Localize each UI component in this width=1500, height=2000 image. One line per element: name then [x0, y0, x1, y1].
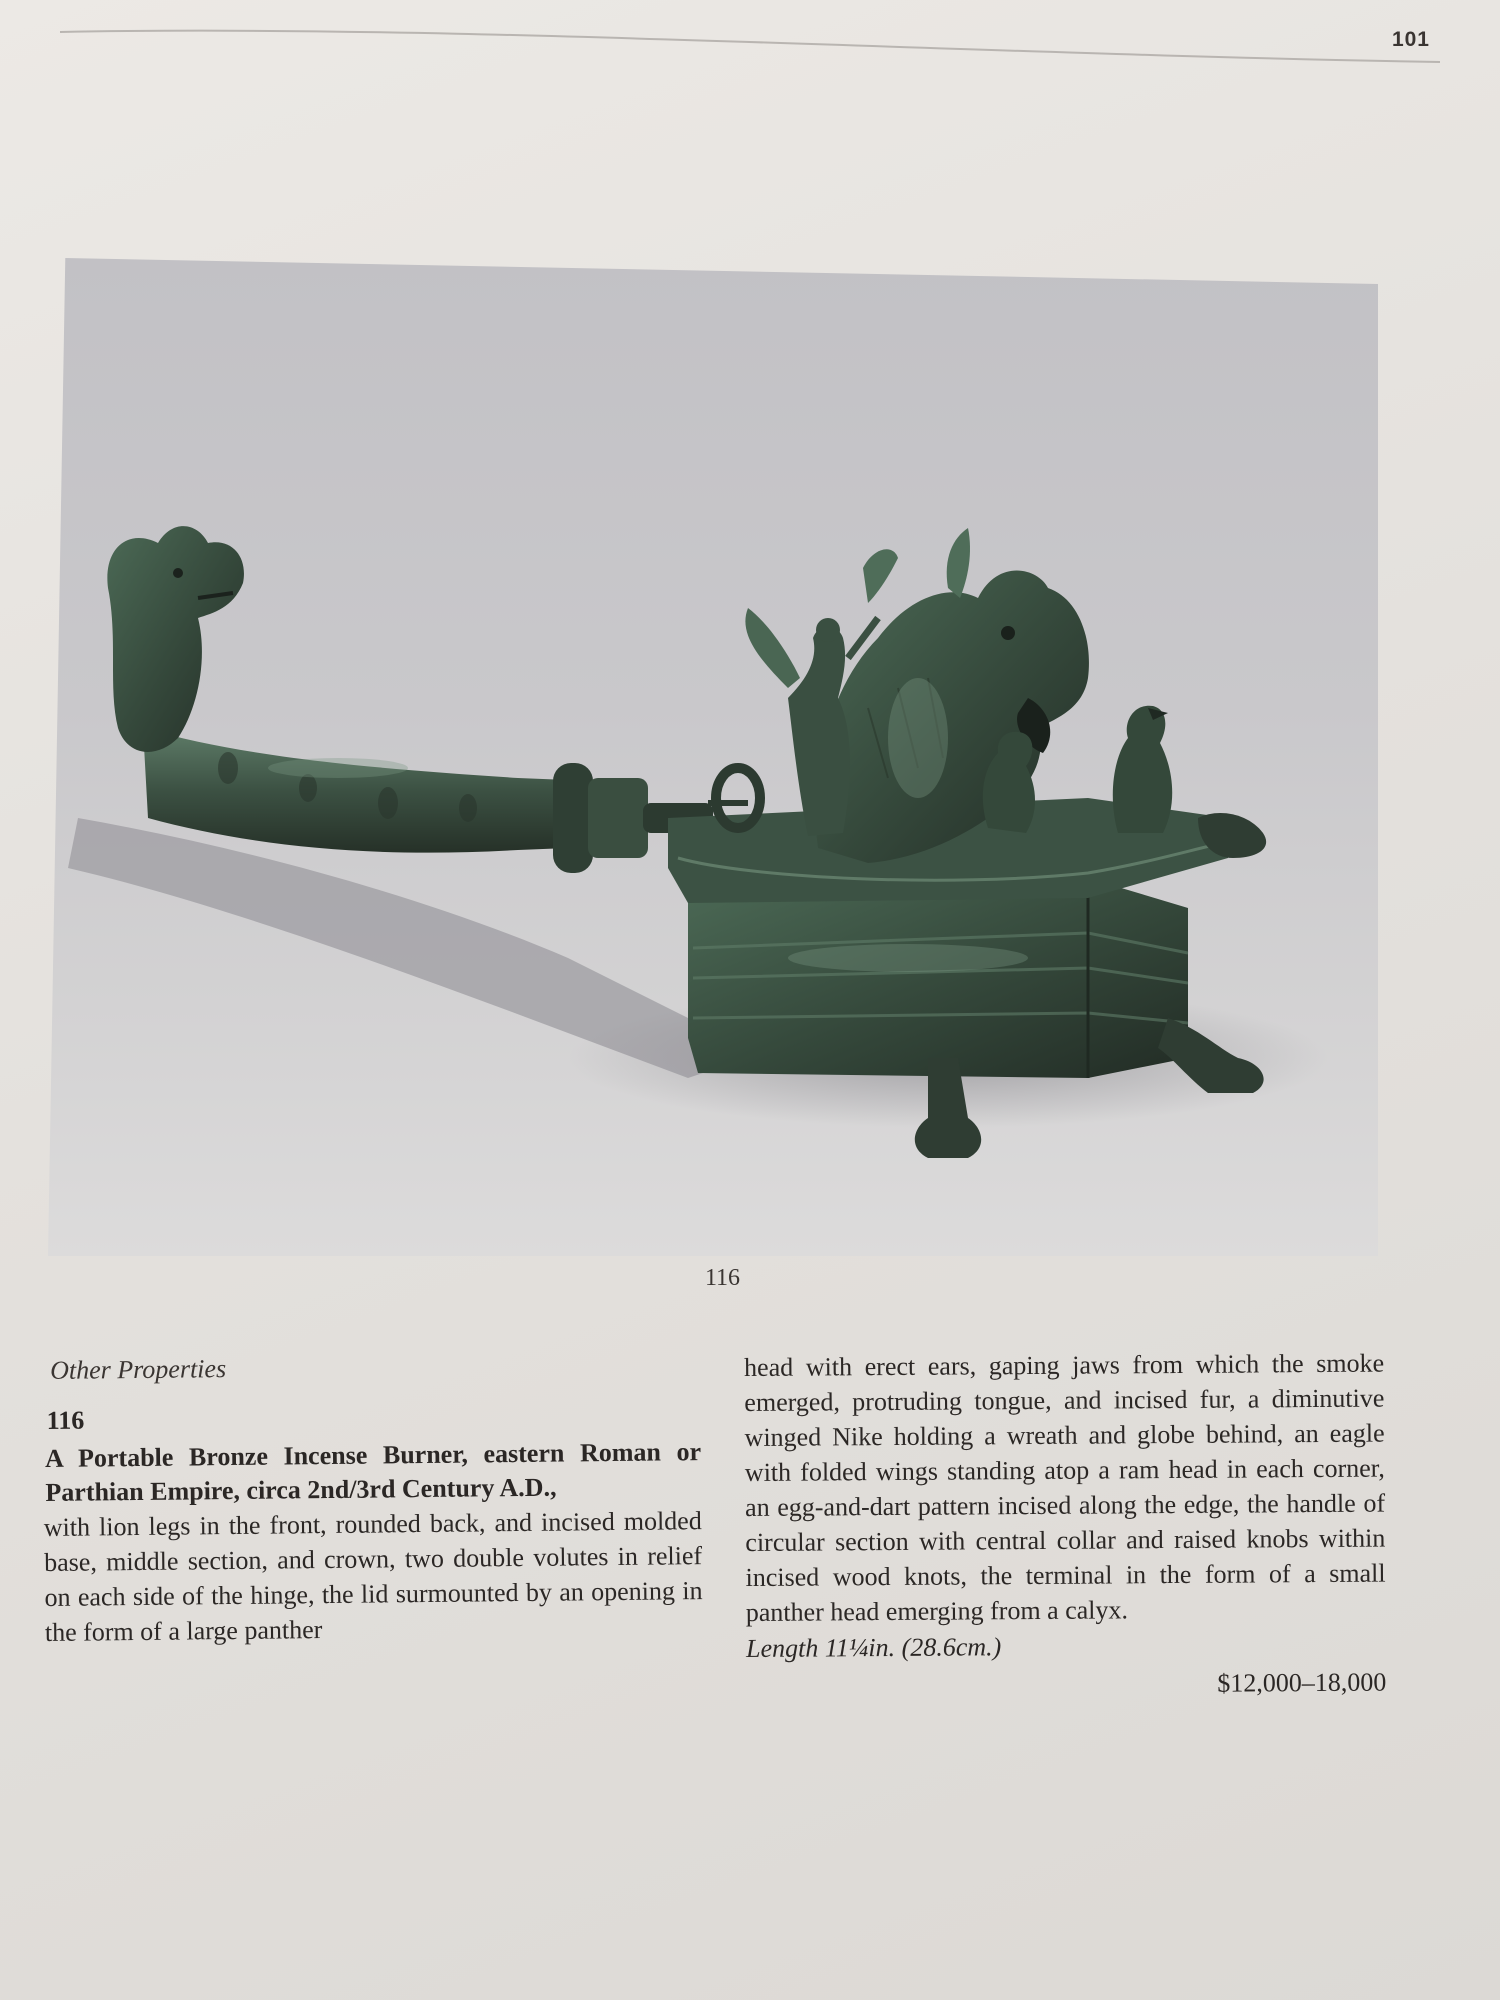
entry-column-left [42, 1349, 703, 1650]
lot-description-continued: head with erect ears, gaping jaws from which the smoke emerged, protruding tongue, and incised fur, a diminutive winged Nike holding a wreath and globe behind, an eagle with folded wings standing atop a ram head in each corner, an egg-and-dart pattern incised along the edge, the handle of circular section with central collar and raised knobs within incised wood knots, the terminal in the form of a small panther head emerging from a calyx. [744, 1348, 1386, 1627]
artifact-photo [48, 258, 1378, 1256]
section-label: Other Properties [49, 1354, 227, 1385]
lot-description-start: with lion legs in the front, rounded back, and incised molded base, middle section, and crown, two double volutes in relief on each side of the hinge, the lid surmounted by an opening in the form of a large panther [43, 1506, 703, 1647]
page-number: 101 [1391, 28, 1430, 51]
lot-title: A Portable Bronze Incense Burner, eastern Roman or Parthian Empire, circa 2nd/3rd Century A.D., [44, 1437, 702, 1507]
entry-column-right [744, 1346, 1386, 1702]
photo-caption-number: 116 [704, 1265, 741, 1291]
lot-estimate: $12,000–18,000 [1217, 1667, 1387, 1698]
lot-dimensions: Length 11¼in. (28.6cm.) [745, 1632, 1002, 1663]
header-rule [60, 14, 1440, 74]
lot-number: 116 [46, 1405, 85, 1435]
